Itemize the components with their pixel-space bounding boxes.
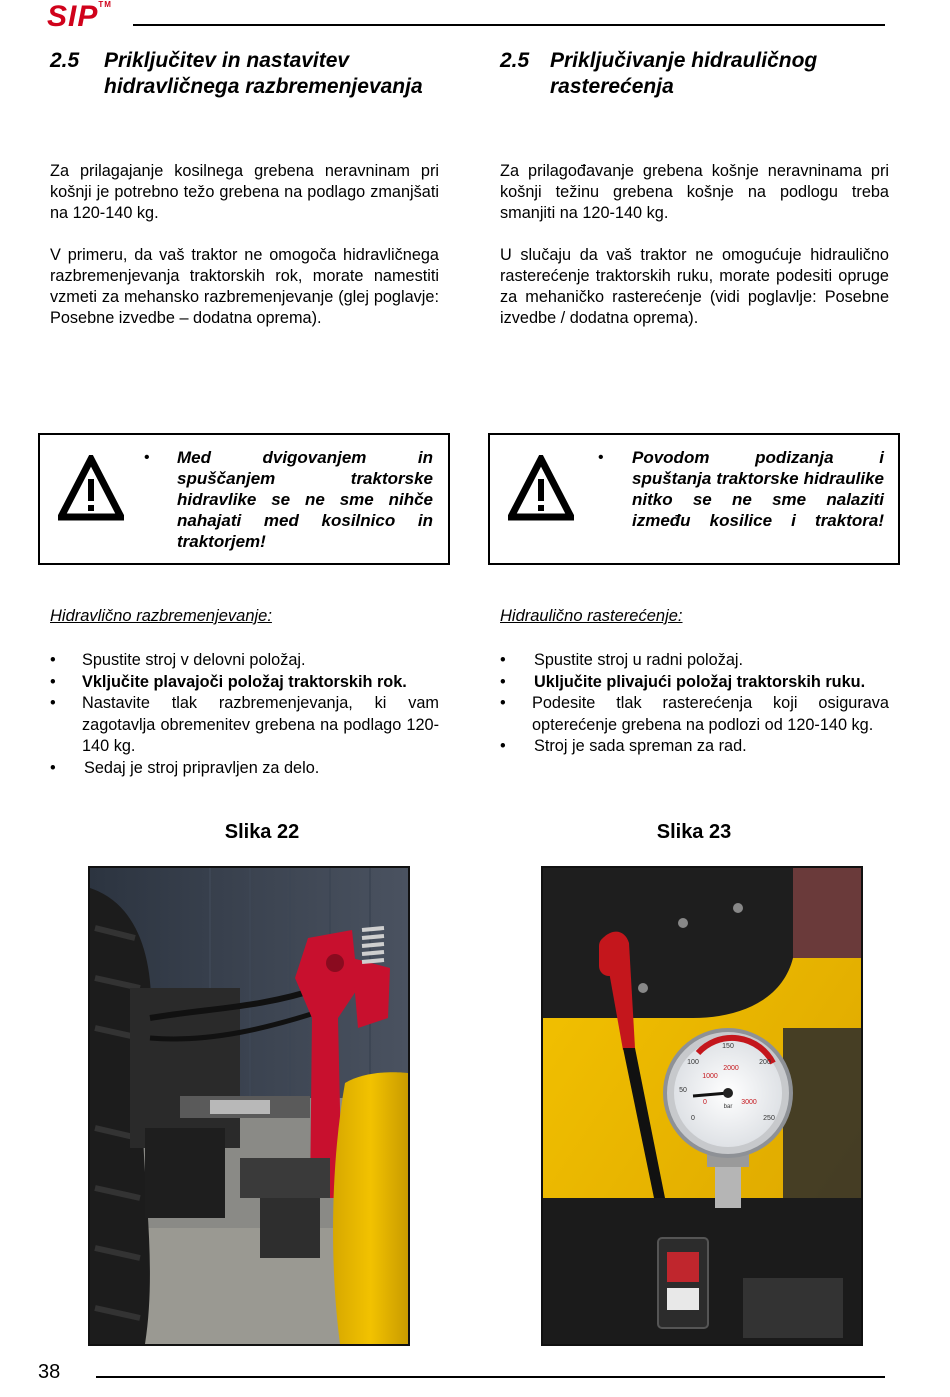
bullet: • bbox=[50, 758, 56, 777]
right-heading-line2: rasterećenja bbox=[550, 75, 674, 98]
gauge-tick-label: 150 bbox=[722, 1043, 734, 1050]
left-steps-list bbox=[50, 650, 439, 779]
gauge-tick-label: 200 bbox=[759, 1059, 771, 1066]
page-number: 38 bbox=[38, 1361, 61, 1383]
list-item bbox=[50, 672, 439, 694]
right-steps-list bbox=[500, 650, 889, 758]
bullet: • bbox=[500, 694, 506, 712]
list-item bbox=[50, 650, 439, 672]
figure-23-photo bbox=[541, 866, 863, 1346]
gauge-inner-tick-label: 3000 bbox=[741, 1099, 757, 1106]
gauge-tick-label: 100 bbox=[687, 1059, 699, 1066]
list-item bbox=[50, 758, 439, 780]
step-text: Nastavite tlak razbremenjevanja, ki vam zagotavlja obremenitev grebena na podlago 120-140 kg. bbox=[82, 694, 439, 755]
logo-text: SIP bbox=[47, 0, 99, 33]
step-text: Sedaj je stroj pripravljen za delo. bbox=[84, 758, 320, 777]
list-item bbox=[500, 672, 889, 694]
bullet: • bbox=[500, 651, 506, 669]
step-text: Spustite stroj v delovni položaj. bbox=[82, 651, 306, 669]
figure-22-photo bbox=[88, 866, 410, 1346]
left-heading-number: 2.5 bbox=[50, 49, 80, 72]
left-heading-line1: Priključitev in nastavitev bbox=[104, 49, 350, 72]
right-heading-line1: Priključivanje hidrauličnog bbox=[550, 49, 818, 72]
left-heading-line2: hidravličnega razbremenjevanja bbox=[104, 75, 423, 98]
list-item bbox=[500, 650, 889, 672]
gauge-unit-label: bar bbox=[723, 1104, 733, 1110]
figure-22-caption: Slika 22 bbox=[224, 821, 300, 843]
left-warning-text: Med dvigovanjem in spuščanjem traktorske hidravlike se ne sme nihče nahajati med kosilnico in traktorjem! bbox=[177, 448, 433, 551]
warning-triangle-icon bbox=[508, 455, 574, 521]
right-section-heading bbox=[500, 48, 920, 100]
tractor-hitch-illustration bbox=[90, 868, 408, 1344]
header-rule bbox=[133, 24, 885, 26]
warning-bullet: • bbox=[598, 449, 604, 466]
sip-logo bbox=[47, 0, 112, 34]
list-item bbox=[50, 693, 439, 758]
right-subheading: Hidraulično rasterećenje: bbox=[500, 607, 683, 625]
right-warning-text: Povodom podizanja i spuštanja traktorske hidraulike nitko se ne sme nalaziti između kosilice i traktora! bbox=[632, 448, 884, 530]
left-intro-paragraph: Za prilagajanje kosilnega grebena neravninam pri košnji je potrebno težo grebena na podlago zmanjšati na 120-140 kg. bbox=[50, 162, 439, 222]
left-spring-paragraph: V primeru, da vaš traktor ne omogoča hidravličnega razbremenjevanja traktorskih rok, morate namestiti vzmeti za mehansko razbremenjevanje (glej poglavje: Posebne izvedbe – dodatna oprema). bbox=[50, 246, 439, 327]
bullet: • bbox=[500, 672, 506, 691]
footer-rule bbox=[96, 1376, 885, 1378]
right-warning-box bbox=[488, 433, 900, 565]
right-heading-number: 2.5 bbox=[500, 49, 530, 72]
gauge-inner-tick-label: 1000 bbox=[702, 1073, 718, 1080]
gauge-tick-label: 50 bbox=[679, 1087, 687, 1094]
left-warning-box bbox=[38, 433, 450, 565]
warning-triangle-icon bbox=[58, 455, 124, 521]
step-text: Podesite tlak rasterećenja koji osigurava opterećenje grebena na podlozi od 120-140 kg. bbox=[532, 694, 889, 734]
right-spring-paragraph: U slučaju da vaš traktor ne omogućuje hidraulično rasterećenje traktorskih ruku, morate podesiti opruge za mehaničko rasterećenje (vidi poglavlje: Posebne izvedbe / dodatna oprema). bbox=[500, 246, 889, 327]
gauge-tick-label: 250 bbox=[763, 1115, 775, 1122]
bullet: • bbox=[500, 737, 506, 755]
bullet: • bbox=[50, 651, 56, 669]
trademark-mark: TM bbox=[98, 0, 112, 9]
right-intro-paragraph: Za prilagođavanje grebena košnje neravninama pri košnji težinu grebena košnje na podlogu treba smanjiti na 120-140 kg. bbox=[500, 162, 889, 222]
gauge-inner-tick-label: 0 bbox=[703, 1099, 707, 1106]
figure-23-caption: Slika 23 bbox=[656, 821, 732, 843]
bullet: • bbox=[50, 694, 56, 712]
step-text: Uključite plivajući položaj traktorskih ruku. bbox=[534, 672, 866, 691]
step-text: Spustite stroj u radni položaj. bbox=[534, 651, 744, 669]
gauge-inner-tick-label: 2000 bbox=[723, 1065, 739, 1072]
hydraulic-gauge-illustration bbox=[543, 868, 861, 1344]
list-item bbox=[500, 693, 889, 736]
warning-bullet: • bbox=[144, 449, 150, 466]
left-section-heading bbox=[50, 48, 470, 100]
gauge-tick-label: 0 bbox=[691, 1115, 695, 1122]
step-text: Vključite plavajoči položaj traktorskih rok. bbox=[82, 672, 407, 691]
step-text: Stroj je sada spreman za rad. bbox=[534, 737, 747, 755]
list-item bbox=[500, 736, 889, 758]
bullet: • bbox=[50, 672, 56, 691]
left-subheading: Hidravlično razbremenjevanje: bbox=[50, 607, 272, 625]
